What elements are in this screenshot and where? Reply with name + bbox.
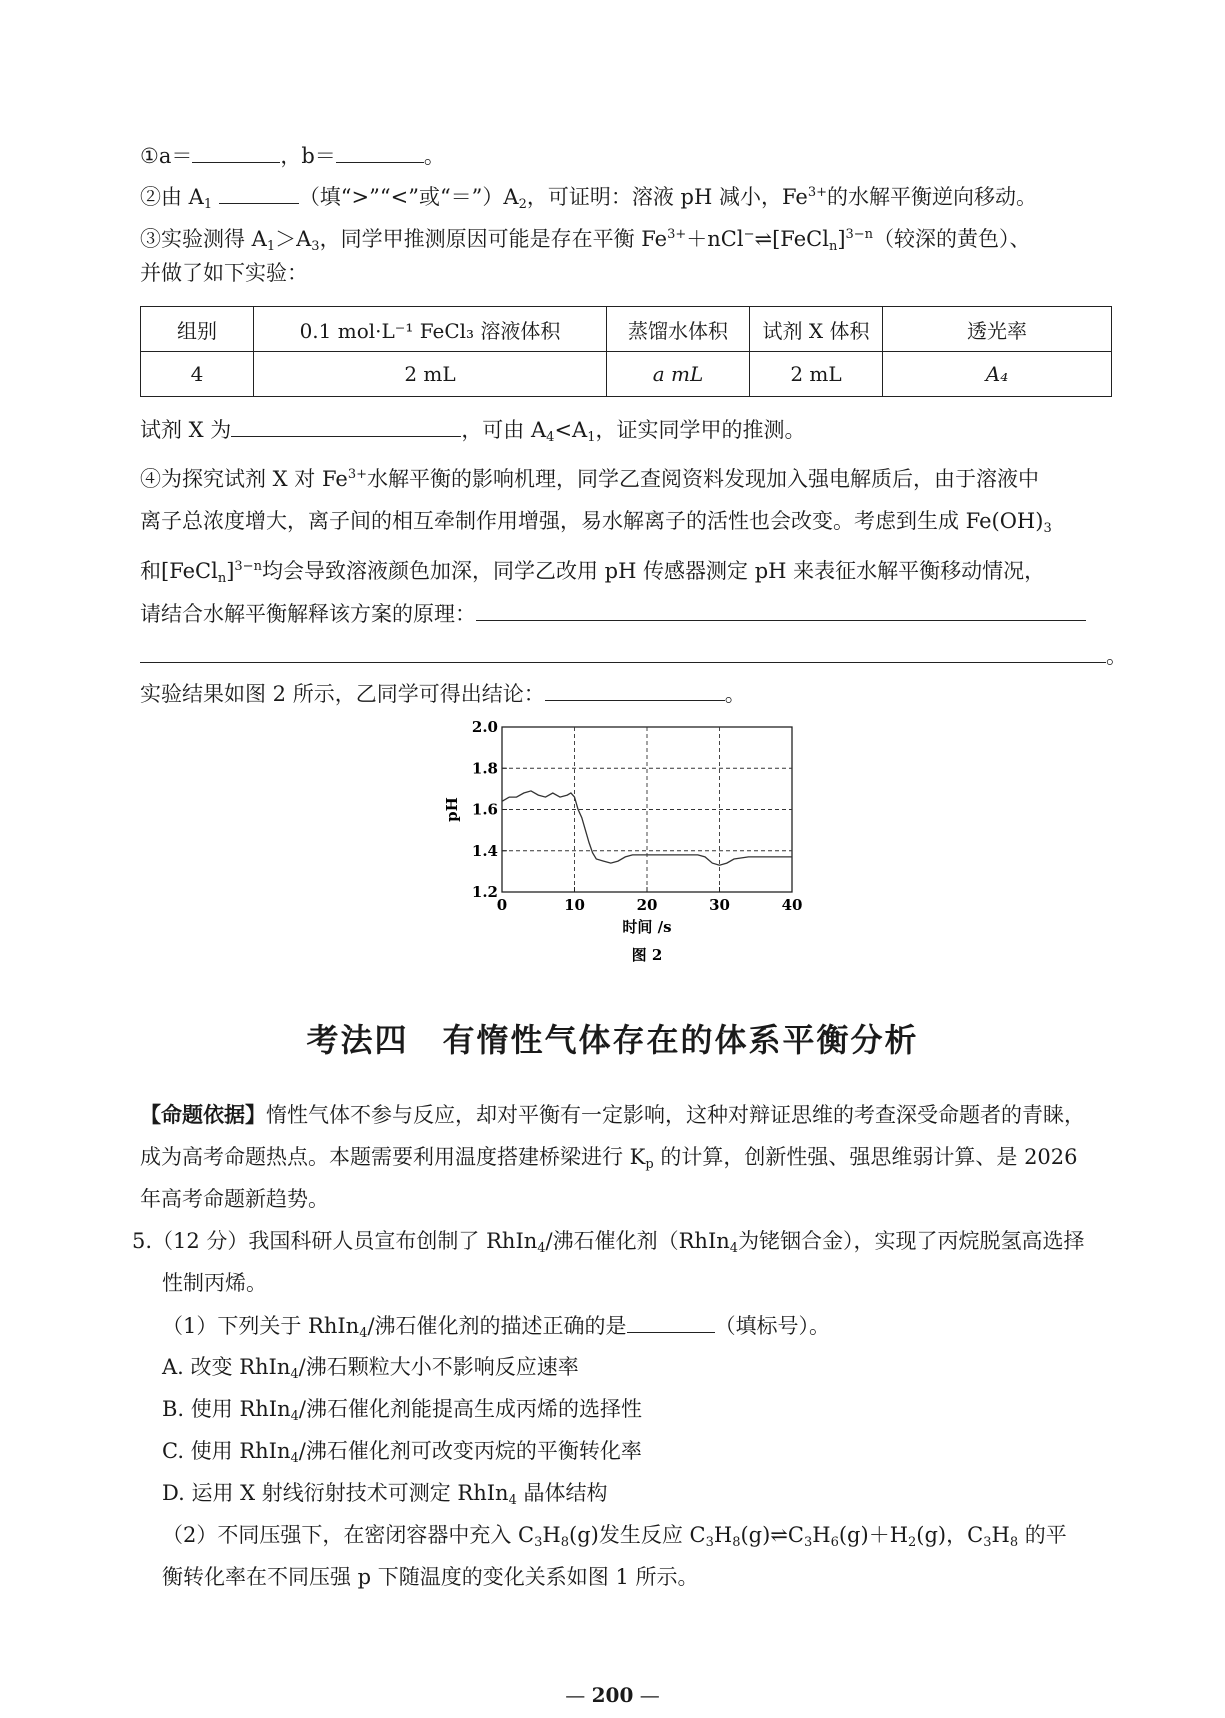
table-header: 组别 xyxy=(141,307,254,352)
x-tick-label: 0 xyxy=(496,896,508,914)
question-4-line-5: 。 xyxy=(140,640,1127,671)
question-5-2-line-2: 衡转化率在不同压强 p 下随温度的变化关系如图 1 所示。 xyxy=(162,1565,699,1589)
x-tick-label: 10 xyxy=(564,896,585,914)
question-3-line-2: 并做了如下实验： xyxy=(140,261,308,285)
y-tick-label: 1.4 xyxy=(471,841,498,860)
option-d: D. 运用 X 射线衍射技术可测定 RhIn$_4$ 晶体结构 xyxy=(162,1481,608,1508)
x-axis-label: 时间 /s xyxy=(622,918,672,936)
table-header: 透光率 xyxy=(883,307,1112,352)
answer-blank-conclusion[interactable] xyxy=(545,678,725,701)
table-header: 蒸馏水体积 xyxy=(607,307,750,352)
option-a: A. 改变 RhIn$_4$/沸石颗粒大小不影响反应速率 xyxy=(162,1355,579,1382)
x-tick-label: 20 xyxy=(636,896,658,914)
experiment-table xyxy=(140,306,1112,397)
question-5-line-2: 性制丙烯。 xyxy=(162,1271,267,1295)
question-4-line-4: 请结合水解平衡解释该方案的原理： xyxy=(140,598,1086,629)
question-5-1-line: （1）下列关于 RhIn$_4$/沸石催化剂的描述正确的是 （填标号）。 xyxy=(162,1310,830,1349)
table-cell: 2 mL xyxy=(750,352,883,397)
q1-text-b: ，b＝ xyxy=(280,144,336,168)
y-tick-label: 1.2 xyxy=(471,883,498,901)
question-5-line-1: 5.（12 分）我国科研人员宣布创制了 RhIn$_4$/沸石催化剂（RhIn$_4$为铑铟合金），实现了丙烷脱氢高选择 xyxy=(132,1229,1085,1256)
question-4-line-3: 和[FeCl$_n$]$^{3-n}$均会导致溶液颜色加深，同学乙改用 pH 传感器测定 pH 来表征水解平衡移动情况， xyxy=(140,559,1046,586)
question-4-line-2: 离子总浓度增大，离子间的相互牵制作用增强，易水解离子的活性也会改变。考虑到生成 $Fe(OH)_3$ xyxy=(140,509,1052,536)
option-b: B. 使用 RhIn$_4$/沸石催化剂能提高生成丙烯的选择性 xyxy=(162,1397,642,1424)
table-header-row xyxy=(141,307,1112,352)
table-cell: A₄ xyxy=(883,352,1112,397)
table-cell: 2 mL xyxy=(254,352,607,397)
question-5-2-line-1: （2）不同压强下，在密闭容器中充入 $C_3H_8(g)$发生反应 $C_3H_8(g)\rightleftharpoons C_3H_6(g)+H_2(g)$，$C_3H_8$ 的平 xyxy=(162,1523,1067,1550)
table-header: 0.1 mol·L⁻¹ FeCl₃ 溶液体积 xyxy=(254,307,607,352)
answer-blank-b[interactable] xyxy=(336,140,424,163)
table-cell: a mL xyxy=(607,352,750,397)
table-header: 试剂 X 体积 xyxy=(750,307,883,352)
x-tick-label: 30 xyxy=(709,896,730,914)
table-cell: 4 xyxy=(141,352,254,397)
reagent-x-line: 试剂 X 为 ，可由 $A_4<A_1$，证实同学甲的推测。 xyxy=(140,414,805,453)
basis-line-1: 【命题依据】惰性气体不参与反应，却对平衡有一定影响，这种对辩证思维的考查深受命题者的青睐， xyxy=(140,1103,1085,1127)
q1-text: ①a＝ xyxy=(140,144,193,168)
question-4-line-6: 实验结果如图 2 所示，乙同学可得出结论： 。 xyxy=(140,678,746,709)
question-4-line-1: ④为探究试剂 X 对 $Fe^{3+}$水解平衡的影响机理，同学乙查阅资料发现加入强电解质后，由于溶液中 xyxy=(140,467,1039,491)
y-tick-label: 1.8 xyxy=(471,759,498,778)
page-number: — 200 — xyxy=(565,1683,660,1707)
y-axis-label: pH xyxy=(443,797,461,822)
ph-time-chart xyxy=(440,715,803,975)
answer-blank-compare[interactable] xyxy=(219,181,299,204)
answer-blank-choice[interactable] xyxy=(627,1310,715,1333)
basis-line-2: 成为高考命题热点。本题需要利用温度搭建桥梁进行 $K_p$ 的计算，创新性强、强思维弱计算、是 2026 xyxy=(140,1145,1078,1172)
basis-line-3: 年高考命题新趋势。 xyxy=(140,1187,329,1211)
answer-blank-principle-2[interactable] xyxy=(140,640,1106,663)
option-c: C. 使用 RhIn$_4$/沸石催化剂可改变丙烷的平衡转化率 xyxy=(162,1439,642,1466)
section-title: 考法四 有惰性气体存在的体系平衡分析 xyxy=(306,1021,919,1059)
question-1-line: ①a＝ ，b＝ 。 xyxy=(140,140,445,171)
answer-blank-principle[interactable] xyxy=(476,598,1086,621)
question-3-line: ③实验测得 $A_1>A_3$，同学甲推测原因可能是存在平衡 $Fe^{3+}+nCl^-\rightleftharpoons[FeCl_n]^{3-n}$（较深的黄色）、 xyxy=(140,227,1031,254)
answer-blank-a[interactable] xyxy=(192,140,280,163)
y-tick-label: 1.6 xyxy=(471,800,498,819)
y-tick-label: 2.0 xyxy=(471,718,498,736)
figure-caption: 图 2 xyxy=(631,946,663,964)
table-row xyxy=(141,352,1112,397)
answer-blank-reagent[interactable] xyxy=(231,414,461,437)
question-2-line: ②由 $A_1$ （填“>”“<”或“$=”)A_2$，可证明：溶液 pH 减小，$Fe^{3+}$的水解平衡逆向移动。 xyxy=(140,178,1037,220)
basis-label: 【命题依据】 xyxy=(140,1103,266,1127)
x-tick-label: 40 xyxy=(781,896,803,914)
